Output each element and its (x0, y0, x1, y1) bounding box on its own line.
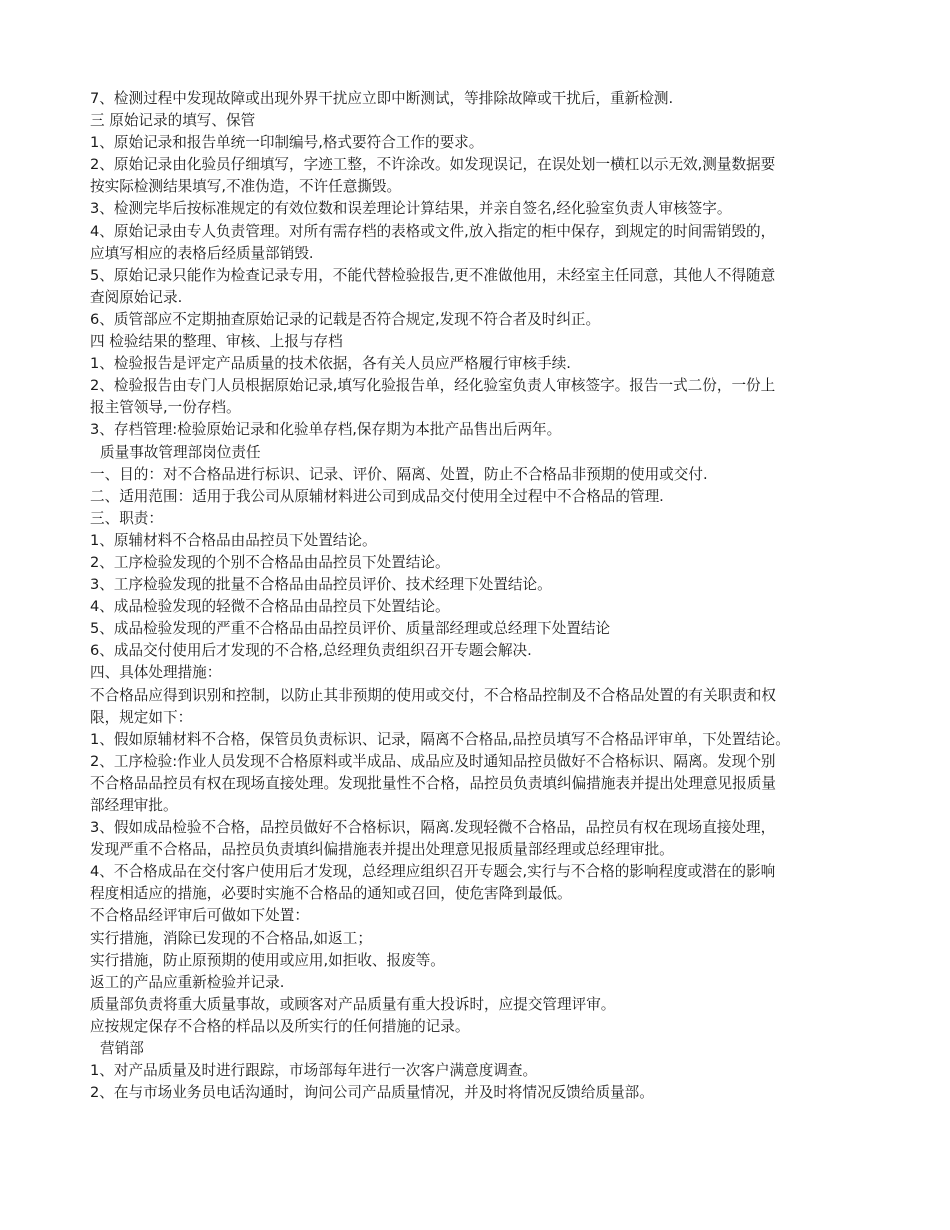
text-line: 5、原始记录只能作为检查记录专用，不能代替检验报告,更不准做他用，未经室主任同意，其他人不得随意 (90, 266, 776, 284)
text-line: 6、成品交付使用后才发现的不合格,总经理负责组织召开专题会解决. (90, 642, 532, 660)
text-line: 按实际检测结果填写,不准伪造，不许任意撕毁。 (90, 178, 402, 196)
section-heading: 营销部 (100, 1040, 144, 1058)
text-line: 2、原始记录由化验员仔细填写，字迹工整，不许涂改。如发现误记，在误处划一横杠以示无效,测量数据要 (90, 156, 776, 174)
text-line: 2、检验报告由专门人员根据原始记录,填写化验报告单，经化验室负责人审核签字。报告一式二份，一份上 (90, 377, 776, 395)
text-line: 三、职责： (90, 509, 163, 527)
text-line: 一、目的：对不合格品进行标识、记录、评价、隔离、处置，防止不合格品非预期的使用或交付. (90, 465, 708, 483)
text-line: 限，规定如下： (90, 708, 193, 726)
text-line: 程度相适应的措施，必要时实施不合格品的通知或召回，使危害降到最低。 (90, 885, 572, 903)
text-line: 二、适用范围：适用于我公司从原辅材料进公司到成品交付使用全过程中不合格品的管理. (90, 487, 664, 505)
text-line: 应按规定保存不合格的样品以及所实行的任何措施的记录。 (90, 1017, 470, 1035)
text-line: 6、质管部应不定期抽查原始记录的记载是否符合规定,发现不符合者及时纠正。 (90, 310, 601, 328)
section-heading: 四 检验结果的整理、审核、上报与存档 (90, 333, 343, 351)
text-line: 4、不合格成品在交付客户使用后才发现，总经理应组织召开专题会,实行与不合格的影响程度或潜在的影响 (90, 863, 776, 881)
text-line: 1、原始记录和报告单统一印制编号,格式要符合工作的要求。 (90, 134, 484, 152)
text-line: 3、假如成品检验不合格，品控员做好不合格标识，隔离.发现轻微不合格品，品控员有权在现场直接处理， (90, 819, 776, 837)
text-line: 返工的产品应重新检验并记录. (90, 973, 285, 991)
text-line: 报主管领导,一份存档。 (90, 399, 241, 417)
text-line: 1、假如原辅材料不合格，保管员负责标识、记录，隔离不合格品,品控员填写不合格品评审单，下处置结论。 (90, 730, 790, 748)
text-line: 发现严重不合格品，品控员负责填纠偏措施表并提出处理意见报质量部经理或总经理审批。 (90, 841, 674, 859)
text-line: 1、对产品质量及时进行跟踪，市场部每年进行一次客户满意度调查。 (90, 1062, 538, 1080)
section-heading: 质量事故管理部岗位责任 (100, 443, 261, 461)
text-line: 不合格品应得到识别和控制，以防止其非预期的使用或交付，不合格品控制及不合格品处置的有关职责和权 (90, 686, 776, 704)
text-line: 实行措施，消除已发现的不合格品,如返工； (90, 929, 372, 947)
text-line: 1、检验报告是评定产品质量的技术依据，各有关人员应严格履行审核手续. (90, 355, 571, 373)
text-line: 1、原辅材料不合格品由品控员下处置结论。 (90, 531, 377, 549)
text-line: 5、成品检验发现的严重不合格品由品控员评价、质量部经理或总经理下处置结论 (90, 620, 611, 638)
text-line: 3、工序检验发现的批量不合格品由品控员评价、技术经理下处置结论。 (90, 576, 552, 594)
text-line: 4、原始记录由专人负责管理。对所有需存档的表格或文件,放入指定的柜中保存，到规定的时间需销毁的， (90, 222, 776, 240)
text-line: 查阅原始记录. (90, 288, 183, 306)
text-line: 3、存档管理:检验原始记录和化验单存档,保存期为本批产品售出后两年。 (90, 421, 562, 439)
text-line: 四、具体处理措施： (90, 664, 222, 682)
text-line: 2、在与市场业务员电话沟通时，询问公司产品质量情况，并及时将情况反馈给质量部。 (90, 1084, 654, 1102)
document-body (90, 88, 880, 1104)
text-line: 7、检测过程中发现故障或出现外界干扰应立即中断测试，等排除故障或干扰后，重新检测. (90, 90, 674, 107)
text-line: 4、成品检验发现的轻微不合格品由品控员下处置结论。 (90, 598, 450, 616)
text-line: 3、检测完毕后按标准规定的有效位数和误差理论计算结果，并亲自签名,经化验室负责人审核签字。 (90, 200, 732, 218)
text-line: 质量部负责将重大质量事故，或顾客对产品质量有重大投诉时，应提交管理评审。 (90, 995, 616, 1013)
text-line: 2、工序检验:作业人员发现不合格原料或半成品、成品应及时通知品控员做好不合格标识、隔离。发现个别 (90, 752, 776, 770)
text-line: 不合格品经评审后可做如下处置： (90, 907, 309, 925)
text-line: 2、工序检验发现的个别不合格品由品控员下处置结论。 (90, 553, 450, 571)
text-line: 实行措施，防止原预期的使用或应用,如拒收、报废等。 (90, 951, 445, 969)
text-line: 部经理审批。 (90, 797, 178, 814)
text-line: 不合格品品控员有权在现场直接处理。发现批量性不合格，品控员负责填纠偏措施表并提出处理意见报质量 (90, 774, 776, 792)
section-heading: 三 原始记录的填写、保管 (90, 112, 256, 130)
text-line: 应填写相应的表格后经质量部销毁. (90, 244, 314, 262)
